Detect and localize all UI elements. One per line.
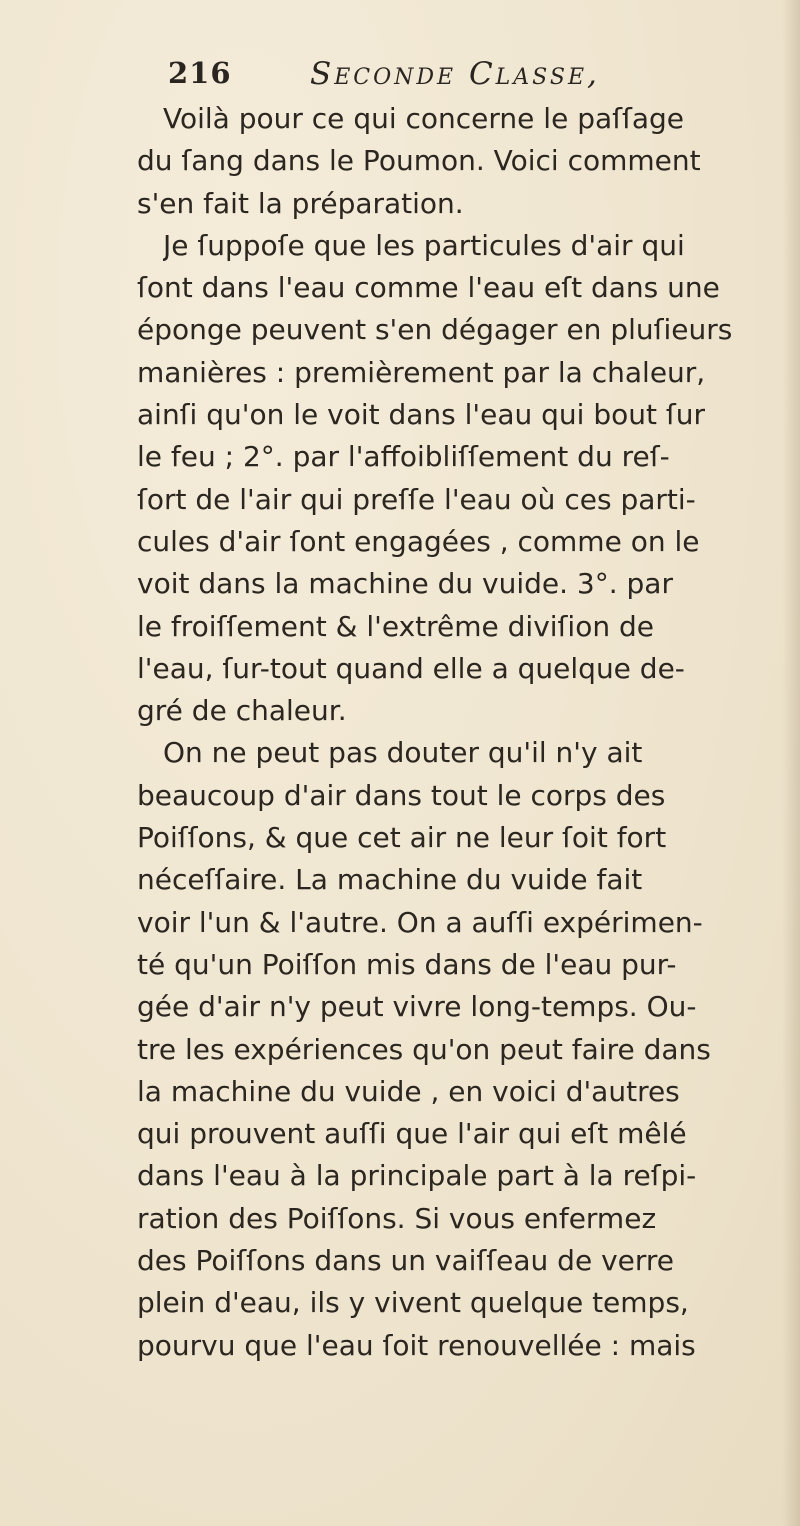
text-line: dans l'eau à la principale part à la reſpi- (137, 1159, 697, 1193)
text-line: des Poiſſons dans un vaiſſeau de verre (137, 1244, 675, 1278)
text-line: tre les expériences qu'on peut faire dans (137, 1032, 711, 1066)
body-text (137, 98, 793, 1367)
text-line: ration des Poiſſons. Si vous enfermez (137, 1201, 657, 1235)
text-line: On ne peut pas douter qu'il n'y ait (163, 736, 643, 770)
text-line: du ſang dans le Poumon. Voici comment (137, 144, 701, 178)
text-line: manières : premièrement par la chaleur, (137, 355, 706, 389)
text-line: le froiſſement & l'extrême diviſion de (137, 609, 654, 643)
text-line: le feu ; 2°. par l'affoibliſſement du reſ- (137, 440, 670, 474)
text-line: néceſſaire. La machine du vuide fait (137, 863, 643, 897)
text-line: la machine du vuide , en voici d'autres (137, 1074, 680, 1108)
text-line: gée d'air n'y peut vivre long-temps. Ou- (137, 990, 697, 1024)
text-line: ſont dans l'eau comme l'eau eſt dans une (137, 271, 720, 305)
text-line: plein d'eau, ils y vivent quelque temps, (137, 1286, 689, 1320)
text-line: gré de chaleur. (137, 694, 347, 728)
text-line: s'en fait la préparation. (137, 186, 464, 220)
text-line: ſort de l'air qui preſſe l'eau où ces parti- (137, 482, 696, 516)
text-line: ainſi qu'on le voit dans l'eau qui bout ſur (137, 398, 705, 432)
text-line: té qu'un Poiſſon mis dans de l'eau pur- (137, 947, 677, 981)
text-line: l'eau, ſur-tout quand elle a quelque de- (137, 651, 685, 685)
text-line: voir l'un & l'autre. On a auſſi expérimen- (137, 905, 703, 939)
text-line: Je ſuppoſe que les particules d'air qui (163, 228, 685, 262)
text-line: Poiſſons, & que cet air ne leur ſoit fort (137, 821, 667, 855)
page-number: 216 (168, 56, 232, 90)
text-line: pourvu que l'eau ſoit renouvellée : mais (137, 1328, 696, 1362)
text-line: éponge peuvent s'en dégager en pluſieurs (137, 313, 733, 347)
text-line: beaucoup d'air dans tout le corps des (137, 778, 666, 812)
text-line: voit dans la machine du vuide. 3°. par (137, 567, 673, 601)
text-line: cules d'air ſont engagées , comme on le (137, 524, 700, 558)
text-line: qui prouvent auſſi que l'air qui eſt mêlé (137, 1117, 687, 1151)
text-line: Voilà pour ce qui concerne le paſſage (163, 102, 685, 135)
running-title: Seconde Classe, (310, 56, 600, 92)
